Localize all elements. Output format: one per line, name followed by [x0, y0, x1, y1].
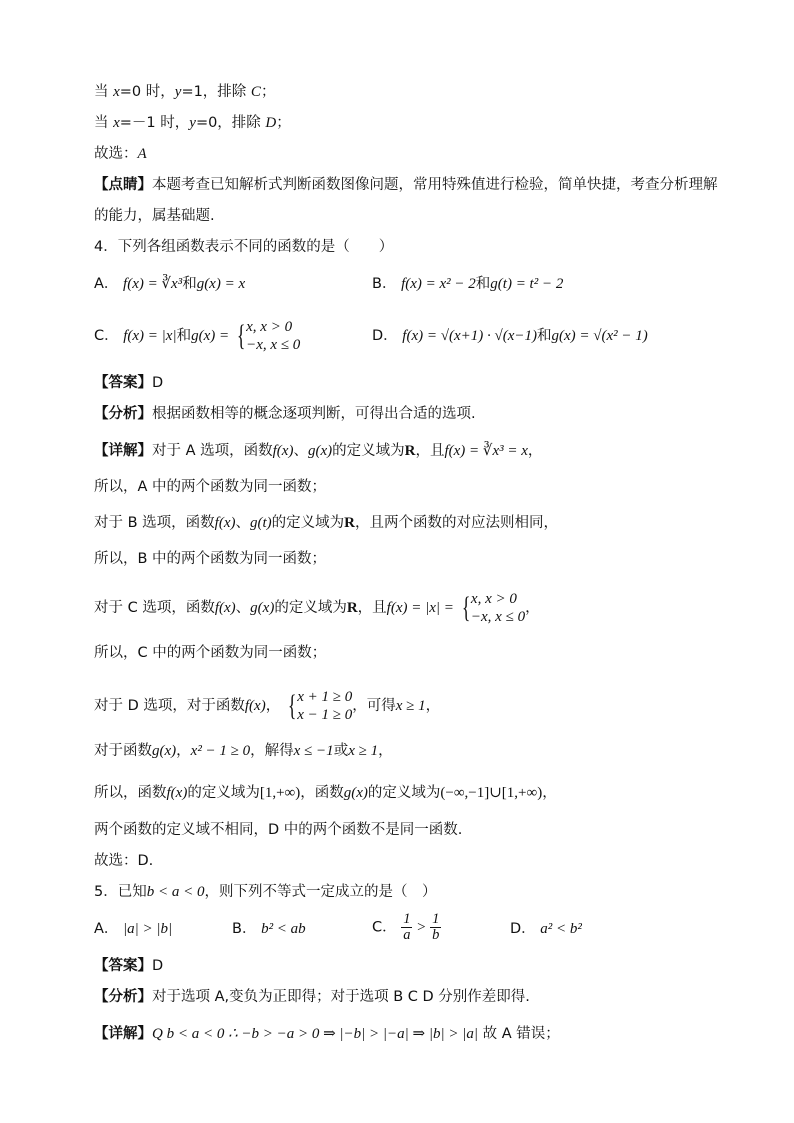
q4-detail-3: 对于 B 选项，函数f(x)、g(t)的定义域为R，且两个函数的对应法则相同， [94, 515, 559, 531]
q4-detail-11: 故选：D. [94, 853, 154, 869]
q4-detail-4: 所以，B 中的两个函数为同一函数； [94, 551, 327, 567]
line-answer-a: 故选：A [94, 146, 147, 162]
comment-line-2: 的能力，属基础题. [94, 208, 215, 224]
q4-detail-2: 所以，A 中的两个函数为同一函数； [94, 479, 327, 495]
comment-tag: 【点睛】 [94, 177, 152, 193]
q4-detail-1: 【详解】对于 A 选项，函数f(x)、g(x)的定义域为R，且f(x) = ∛x³ = x， [94, 443, 543, 459]
system-brace: { x + 1 ≥ 0 x − 1 ≥ 0 [287, 689, 353, 723]
q5-option-c: C． $\frac{1}{a}$ > $\frac{1}{b}$ [372, 911, 440, 943]
q5-stem: 5．已知b < a < 0，则下列不等式一定成立的是（ ） [94, 884, 437, 900]
q4-detail-6: 所以，C 中的两个函数为同一函数； [94, 645, 327, 661]
q4-option-a: A． f(x) = ∛x³和g(x) = x [94, 276, 246, 292]
q4-detail-8: 对于函数g(x)，x² − 1 ≥ 0，解得x ≤ −1或x ≥ 1， [94, 743, 393, 759]
line-x-minus1: 当 x=－1 时，y=0，排除 D； [94, 115, 291, 131]
q5-option-b: B． b² < ab [232, 921, 306, 937]
fraction-1-over-a: $\frac{1}{a}$ [403, 911, 411, 943]
piecewise-brace: { x, x > 0 −x, x ≤ 0 [236, 319, 301, 353]
fraction-1-over-b: $\frac{1}{b}$ [432, 911, 440, 943]
comment-line-1: 【点睛】本题考查已知解析式判断函数图像问题，常用特殊值进行检验，简单快捷，考查分析理解 [94, 177, 718, 193]
q4-option-d: D． f(x) = √(x+1) · √(x−1)和g(x) = √(x² − 1) [372, 328, 648, 344]
q5-option-a: A． |a| > |b| [94, 921, 173, 937]
q4-stem: 4．下列各组函数表示不同的函数的是（ ） [94, 239, 394, 255]
q5-answer: 【答案】D [94, 958, 164, 974]
q4-option-b: B． f(x) = x² − 2和g(t) = t² − 2 [372, 276, 564, 292]
q4-option-c: C． f(x) = |x|和g(x) = { x, x > 0 −x, x ≤ 0 [94, 319, 301, 353]
piecewise-brace: { x, x > 0 −x, x ≤ 0 [461, 591, 526, 625]
line-x0: 当 x=0 时，y=1，排除 C； [94, 84, 276, 100]
q4-detail-7: 对于 D 选项，对于函数f(x)， { x + 1 ≥ 0 x − 1 ≥ 0 ，可得x ≥ 1， [94, 689, 441, 723]
q4-answer: 【答案】D [94, 375, 164, 391]
q5-detail: 【详解】Q b < a < 0 ∴ −b > −a > 0 ⇒ |−b| > |−a| ⇒ |b| > |a| 故 A 错误； [94, 1026, 560, 1042]
q4-detail-5: 对于 C 选项，函数f(x)、g(x)的定义域为R，且f(x) = |x| = { x, x > 0 −x, x ≤ 0 ， [94, 591, 540, 625]
q5-analysis: 【分析】对于选项 A,变负为正即得；对于选项 B C D 分别作差即得. [94, 989, 530, 1005]
q4-detail-10: 两个函数的定义域不相同，D 中的两个函数不是同一函数. [94, 822, 463, 838]
q4-analysis: 【分析】根据函数相等的概念逐项判断，可得出合适的选项. [94, 406, 476, 422]
q5-option-d: D． a² < b² [510, 921, 582, 937]
q4-detail-9: 所以，函数f(x)的定义域为[1,+∞)，函数g(x)的定义域为(−∞,−1]∪[1,+∞)， [94, 785, 557, 801]
